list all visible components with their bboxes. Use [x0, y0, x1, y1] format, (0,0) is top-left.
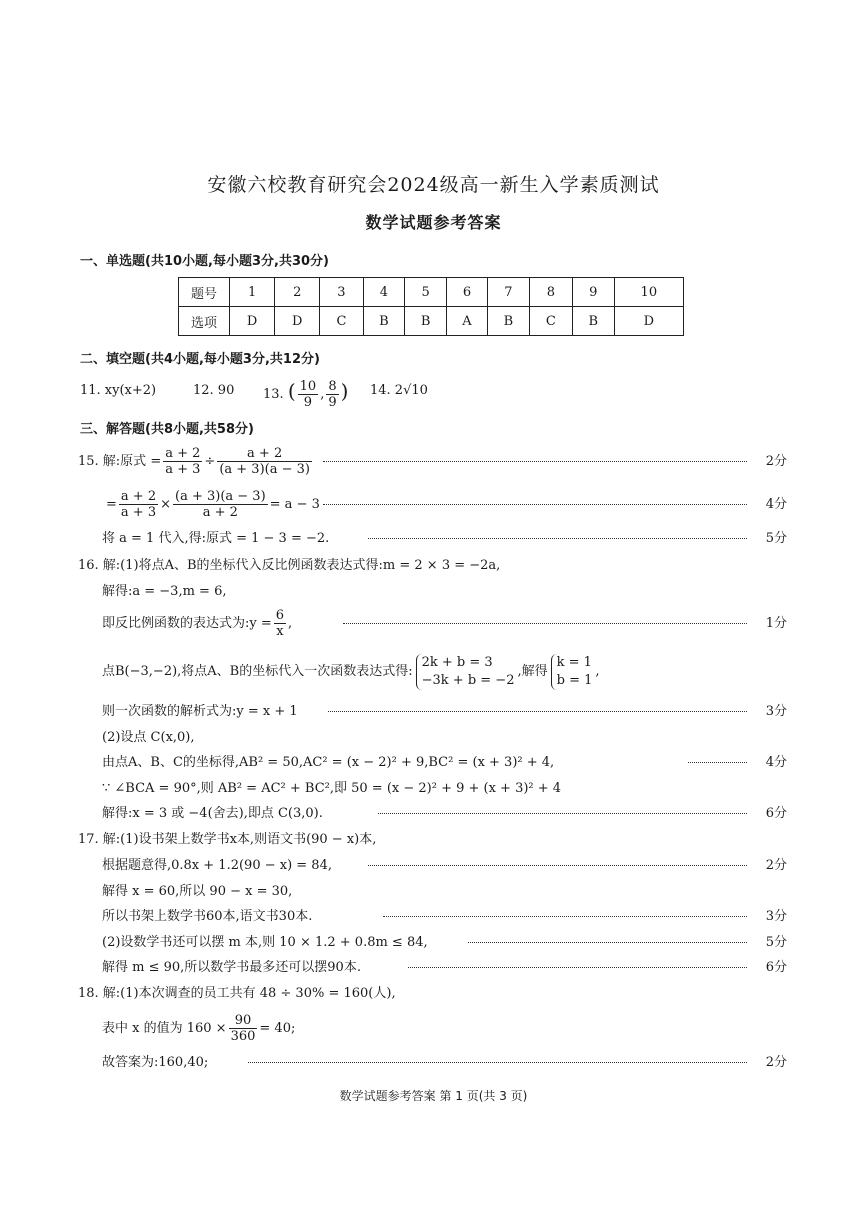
table-cell: 2: [275, 278, 320, 307]
table-cell: D: [614, 307, 683, 336]
table-cell: A: [446, 307, 487, 336]
q17-text: (2)设数学书还可以摆 m 本,则 10 × 1.2 + 0.8m ≤ 84,: [102, 935, 428, 950]
q17-line-5: [78, 931, 787, 955]
score: 3分: [765, 909, 787, 924]
dot-leader: [368, 865, 747, 866]
punctuation: ,: [595, 664, 600, 679]
equation: −3k + b = −2: [421, 672, 515, 688]
dot-leader: [688, 762, 747, 763]
q16-text: 由点A、B、C的坐标得,AB² = 50,AC² = (x − 2)² + 9,BC² = (x + 3)² + 4,: [102, 755, 555, 770]
q16-text: 16. 解:(1)将点A、B的坐标代入反比例函数表达式得:m = 2 × 3 = −2a,: [78, 558, 501, 573]
score: 5分: [765, 531, 787, 546]
table-cell: B: [572, 307, 614, 336]
score: 3分: [765, 704, 787, 719]
section-3-heading: 三、解答题(共8小题,共58分): [80, 422, 254, 437]
q16-line-2: [78, 580, 787, 604]
q15-line-1: [78, 444, 787, 480]
table-cell: 5: [405, 278, 447, 307]
q15-text: 将 a = 1 代入,得:原式 = 1 − 3 = −2.: [102, 531, 330, 546]
page-footer: 数学试题参考答案 第 1 页(共 3 页): [339, 1089, 528, 1103]
dot-leader: [408, 967, 747, 968]
q17-line-3: [78, 880, 787, 904]
score: 2分: [765, 858, 787, 873]
dot-leader: [248, 1062, 747, 1063]
q16-line-8: [78, 777, 787, 801]
fraction-numerator: 10: [299, 379, 317, 394]
q17-line-4: [78, 905, 787, 929]
answer-11: 11. xy(x+2): [80, 383, 157, 398]
table-cell: D: [230, 307, 275, 336]
table-cell: 3: [320, 278, 363, 307]
row-label-number: 题号: [179, 278, 230, 307]
q17-text: 解得 m ≤ 90,所以数学书最多还可以摆90本.: [102, 960, 361, 975]
q16-system: [102, 650, 600, 694]
fraction-numerator: a + 2: [165, 446, 201, 461]
q16-text: (2)设点 C(x,0),: [102, 730, 195, 745]
q16-text: 解得:x = 3 或 −4(舍去),即点 C(3,0).: [102, 806, 323, 821]
fraction-denominator: 9: [303, 395, 313, 410]
fraction-denominator: (a + 3)(a − 3): [219, 462, 310, 477]
q15-label: 15. 解:原式 =: [78, 454, 162, 469]
score: 6分: [765, 960, 787, 975]
fraction-denominator: a + 2: [202, 505, 238, 520]
score: 6分: [765, 806, 787, 821]
equation-system: [416, 654, 515, 690]
equals: =: [106, 497, 117, 512]
q16-expression: [102, 607, 292, 641]
q18-expression: [102, 1011, 295, 1047]
q15-line-2: [78, 487, 787, 523]
exam-title: 安徽六校教育研究会2024级高一新生入学素质测试: [207, 174, 660, 196]
punctuation: ,: [288, 616, 293, 631]
q18-text: 18. 解:(1)本次调查的员工共有 48 ÷ 30% = 160(人),: [78, 986, 396, 1001]
answer-table-row-numbers: [179, 278, 684, 307]
answer-table: [178, 277, 684, 336]
q17-line-6: [78, 956, 787, 980]
q16-text: 即反比例函数的表达式为:y =: [102, 616, 272, 631]
table-cell: 6: [446, 278, 487, 307]
fraction-numerator: a + 2: [217, 446, 312, 462]
q17-text: 根据题意得,0.8x + 1.2(90 − x) = 84,: [102, 858, 332, 873]
dot-leader: [323, 504, 747, 505]
answer-13-label: 13.: [263, 387, 284, 402]
dot-leader: [328, 711, 747, 712]
q17-text: 所以书架上数学书60本,语文书30本.: [102, 909, 313, 924]
q16-text: 点B(−3,−2),将点A、B的坐标代入一次函数表达式得:: [102, 664, 413, 679]
fraction-denominator: a + 3: [120, 505, 157, 520]
exam-subtitle: 数学试题参考答案: [365, 213, 502, 232]
q18-text: = 40;: [259, 1021, 296, 1036]
row-label-answer: 选项: [179, 307, 230, 336]
table-cell: D: [275, 307, 320, 336]
q16-text: 则一次函数的解析式为:y = x + 1: [102, 704, 298, 719]
table-cell: B: [488, 307, 530, 336]
q15-expression-2: [106, 487, 320, 523]
q18-line-3: [78, 1051, 787, 1075]
fraction-numerator: (a + 3)(a − 3): [175, 489, 266, 504]
answer-table-row-answers: [179, 307, 684, 336]
table-cell: B: [363, 307, 405, 336]
score: 4分: [765, 755, 787, 770]
q15-expression-1: [78, 444, 314, 480]
operator: ÷: [204, 454, 216, 469]
section-1-heading: 一、单选题(共10小题,每小题3分,共30分): [80, 254, 329, 269]
q18-text: 表中 x 的值为 160 ×: [102, 1021, 227, 1036]
score: 5分: [765, 935, 787, 950]
q16-text: 解得:a = −3,m = 6,: [102, 584, 227, 599]
score: 2分: [765, 1055, 787, 1070]
fraction-numerator: 6: [275, 608, 285, 623]
q17-text: 解得 x = 60,所以 90 − x = 30,: [102, 884, 293, 899]
q17-text: 17. 解:(1)设书架上数学书x本,则语文书(90 − x)本,: [78, 832, 377, 847]
solution-system: [551, 654, 593, 690]
q18-line-1: [78, 982, 787, 1006]
answer-13: 13. ( $\frac{10}{9}$ , $\frac{8}{9}$ ): [263, 379, 349, 410]
q16-line-3: [78, 607, 787, 641]
q16-line-5: [78, 700, 787, 724]
table-cell: 1: [230, 278, 275, 307]
table-cell: 8: [529, 278, 572, 307]
result: = a − 3: [269, 497, 320, 512]
q17-line-1: [78, 828, 787, 852]
fraction-numerator: 8: [328, 379, 337, 394]
fill-blank-answers: [78, 376, 787, 410]
fraction-denominator: 360: [230, 1029, 256, 1044]
score: 1分: [765, 616, 787, 631]
dot-leader: [378, 813, 747, 814]
q16-line-7: [78, 751, 787, 775]
section-2-heading: 二、填空题(共4小题,每小题3分,共12分): [80, 352, 320, 367]
fraction-denominator: 9: [328, 395, 337, 410]
table-cell: 10: [614, 278, 683, 307]
fraction-denominator: x: [276, 624, 284, 639]
q16-line-4: [78, 650, 787, 694]
dot-leader: [383, 916, 747, 917]
dot-leader: [468, 942, 747, 943]
table-cell: C: [529, 307, 572, 336]
dot-leader: [323, 461, 747, 462]
fraction-numerator: a + 2: [120, 489, 157, 504]
equation: 2k + b = 3: [421, 654, 493, 670]
equation: k = 1: [556, 654, 592, 670]
table-cell: 4: [363, 278, 405, 307]
q16-text: ∵ ∠BCA = 90°,则 AB² = AC² + BC²,即 50 = (x − 2)² + 9 + (x + 3)² + 4: [102, 781, 562, 796]
table-cell: 7: [488, 278, 530, 307]
score: 4分: [765, 497, 787, 512]
q18-line-2: [78, 1011, 787, 1047]
fraction-numerator: 90: [229, 1013, 258, 1029]
table-cell: B: [405, 307, 447, 336]
dot-leader: [368, 538, 747, 539]
q15-line-3: [78, 527, 787, 551]
q16-line-9: [78, 802, 787, 826]
score: 2分: [765, 454, 787, 469]
equation: b = 1: [556, 672, 593, 688]
fraction-denominator: a + 3: [165, 462, 201, 477]
operator: ×: [160, 497, 171, 512]
q18-text: 故答案为:160,40;: [102, 1055, 209, 1070]
q17-line-2: [78, 854, 787, 878]
q16-line-1: [78, 554, 787, 578]
table-cell: 9: [572, 278, 614, 307]
dot-leader: [343, 623, 747, 624]
answer-14: 14. 2√10: [370, 383, 428, 398]
q16-line-6: [78, 726, 787, 750]
q16-text: ,解得: [517, 664, 548, 679]
table-cell: C: [320, 307, 363, 336]
answer-12: 12. 90: [193, 383, 235, 398]
